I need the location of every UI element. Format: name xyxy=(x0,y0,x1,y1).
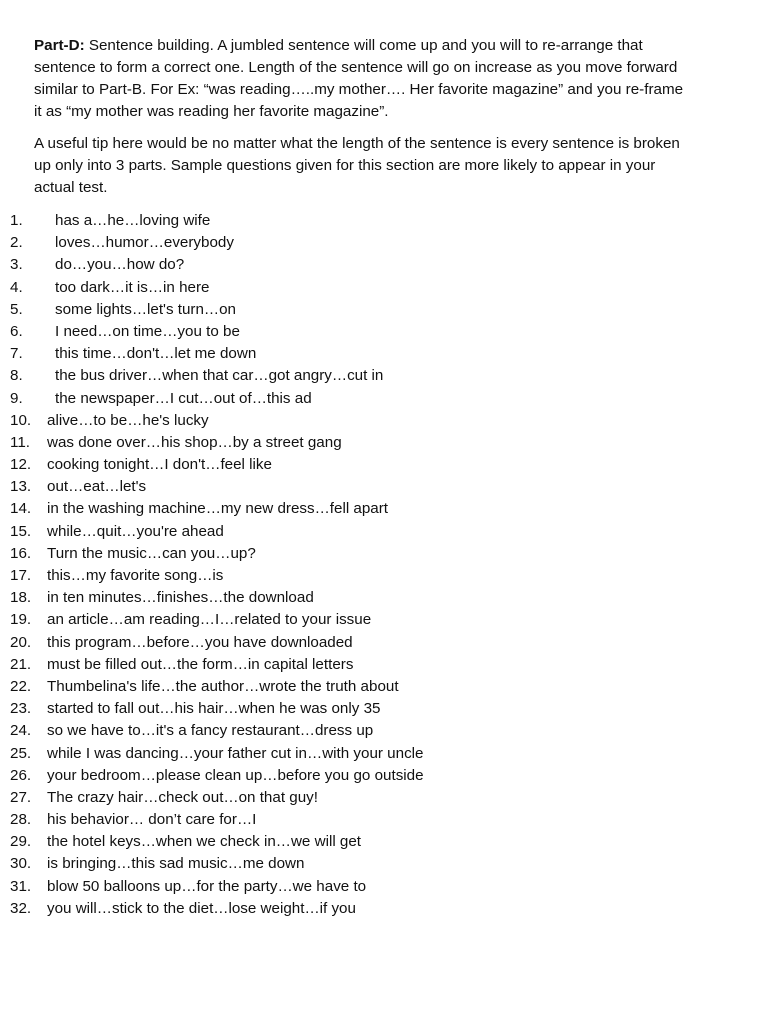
list-item-number: 17. xyxy=(10,567,32,584)
list-item-text: started to fall out…his hair…when he was only 35 xyxy=(47,700,381,718)
list-item-text: cooking tonight…I don't…feel like xyxy=(47,456,272,474)
list-item-number: 1. xyxy=(10,212,23,229)
list-item-text: while…quit…you're ahead xyxy=(47,522,224,540)
list-item-number: 24. xyxy=(10,722,32,740)
list-item xyxy=(0,454,768,476)
list-item-text: this…my favorite song…is xyxy=(47,567,224,584)
list-item-text: so we have to…it's a fancy restaurant…dress up xyxy=(47,722,374,740)
list-item xyxy=(0,609,768,631)
list-item-text: was done over…his shop…by a street gang xyxy=(47,433,342,451)
list-item xyxy=(0,787,768,809)
list-item-number: 18. xyxy=(10,589,32,607)
list-item-number: 16. xyxy=(10,544,32,562)
list-item xyxy=(0,277,768,299)
list-item-number: 13. xyxy=(10,478,32,496)
list-item-number: 8. xyxy=(10,367,23,385)
list-item-number: 3. xyxy=(10,256,23,274)
list-item-text: out…eat…let's xyxy=(47,478,147,496)
list-item-number: 21. xyxy=(10,655,32,673)
list-item-text: Turn the music…can you…up? xyxy=(47,544,256,562)
list-item-text: his behavior… don’t care for…I xyxy=(47,811,257,829)
list-item-text: has a…he…loving wife xyxy=(55,212,211,229)
list-item-text: this program…before…you have downloaded xyxy=(47,633,353,651)
list-item xyxy=(0,565,768,587)
list-item xyxy=(0,476,768,498)
list-item xyxy=(0,632,768,654)
list-item xyxy=(0,765,768,787)
list-item-text: in ten minutes…finishes…the download xyxy=(47,589,314,607)
list-item xyxy=(0,898,768,920)
list-item-number: 28. xyxy=(10,811,32,829)
list-item xyxy=(0,853,768,875)
list-item xyxy=(0,343,768,365)
list-item-number: 31. xyxy=(10,877,32,895)
list-item xyxy=(0,365,768,387)
list-item-number: 25. xyxy=(10,744,32,762)
list-item xyxy=(0,831,768,853)
list-item-number: 14. xyxy=(10,500,32,518)
list-item-number: 20. xyxy=(10,633,32,651)
list-item-number: 29. xyxy=(10,833,32,851)
list-item-text: the newspaper…I cut…out of…this ad xyxy=(55,389,312,407)
list-item-number: 9. xyxy=(10,389,23,407)
list-item-number: 4. xyxy=(10,278,23,296)
list-item-number: 2. xyxy=(10,234,23,252)
list-item-text: is bringing…this sad music…me down xyxy=(47,855,305,873)
list-item xyxy=(0,210,768,232)
list-item-text: in the washing machine…my new dress…fell apart xyxy=(47,500,389,518)
list-item-number: 32. xyxy=(10,899,32,917)
list-item xyxy=(0,698,768,720)
intro-paragraph-1 xyxy=(34,35,694,123)
list-item xyxy=(0,809,768,831)
list-item-text: the hotel keys…when we check in…we will get xyxy=(47,833,362,851)
list-item-number: 10. xyxy=(10,411,32,429)
intro-paragraph-1-text: Sentence building. A jumbled sentence will come up and you will to re-arrange that sentence to form a correct one. Length of the sentence will go on increase as you move forward similar to Part-B. For Ex: “was reading…..my mother…. Her favorite magazine” and you re-frame it as “my mother was reading her favorite magazine”. xyxy=(34,37,684,120)
list-item xyxy=(0,410,768,432)
list-item-text: this time…don't…let me down xyxy=(55,345,257,363)
list-item-number: 26. xyxy=(10,766,32,784)
list-item xyxy=(0,876,768,898)
part-d-heading: Part-D: xyxy=(34,37,85,54)
list-item-text: The crazy hair…check out…on that guy! xyxy=(47,788,318,806)
list-item xyxy=(0,432,768,454)
list-item-text: Thumbelina's life…the author…wrote the truth about xyxy=(47,677,399,695)
list-item-number: 22. xyxy=(10,677,32,695)
list-item-text: your bedroom…please clean up…before you go outside xyxy=(47,766,424,784)
list-item-number: 5. xyxy=(10,300,23,318)
list-item-number: 7. xyxy=(10,345,23,363)
list-item-text: you will…stick to the diet…lose weight…if you xyxy=(47,899,356,917)
list-item-number: 12. xyxy=(10,456,32,474)
list-item xyxy=(0,654,768,676)
list-item xyxy=(0,521,768,543)
list-item xyxy=(0,299,768,321)
list-item-text: must be filled out…the form…in capital letters xyxy=(47,655,354,673)
list-item-text: do…you…how do? xyxy=(55,256,185,274)
list-item-number: 27. xyxy=(10,788,32,806)
list-item xyxy=(0,498,768,520)
list-item-text: the bus driver…when that car…got angry…cut in xyxy=(55,367,384,385)
list-item-number: 23. xyxy=(10,700,32,718)
list-item-text: some lights…let's turn…on xyxy=(55,300,237,318)
list-item-text: loves…humor…everybody xyxy=(55,234,234,252)
list-item xyxy=(0,321,768,343)
list-item-number: 30. xyxy=(10,855,32,873)
list-item-text: while I was dancing…your father cut in…with your uncle xyxy=(47,744,424,762)
list-item-number: 15. xyxy=(10,522,32,540)
list-item xyxy=(0,587,768,609)
list-item xyxy=(0,543,768,565)
list-item xyxy=(0,676,768,698)
list-item-number: 19. xyxy=(10,611,32,629)
list-item-number: 11. xyxy=(10,433,30,451)
question-list xyxy=(0,210,768,920)
list-item-number: 6. xyxy=(10,322,23,340)
list-item-text: blow 50 balloons up…for the party…we have to xyxy=(47,877,367,895)
list-item-text: an article…am reading…I…related to your issue xyxy=(47,611,372,629)
list-item-text: alive…to be…he's lucky xyxy=(47,411,209,429)
list-item xyxy=(0,743,768,765)
list-item xyxy=(0,720,768,742)
list-item xyxy=(0,388,768,410)
list-item-text: too dark…it is…in here xyxy=(55,278,210,296)
list-item xyxy=(0,254,768,276)
list-item-text: I need…on time…you to be xyxy=(55,322,240,340)
intro-paragraph-2: A useful tip here would be no matter what the length of the sentence is every sentence is broken up only into 3 parts. Sample questions given for this section are more likely to appear in your actual test. xyxy=(34,135,680,196)
list-item xyxy=(0,232,768,254)
